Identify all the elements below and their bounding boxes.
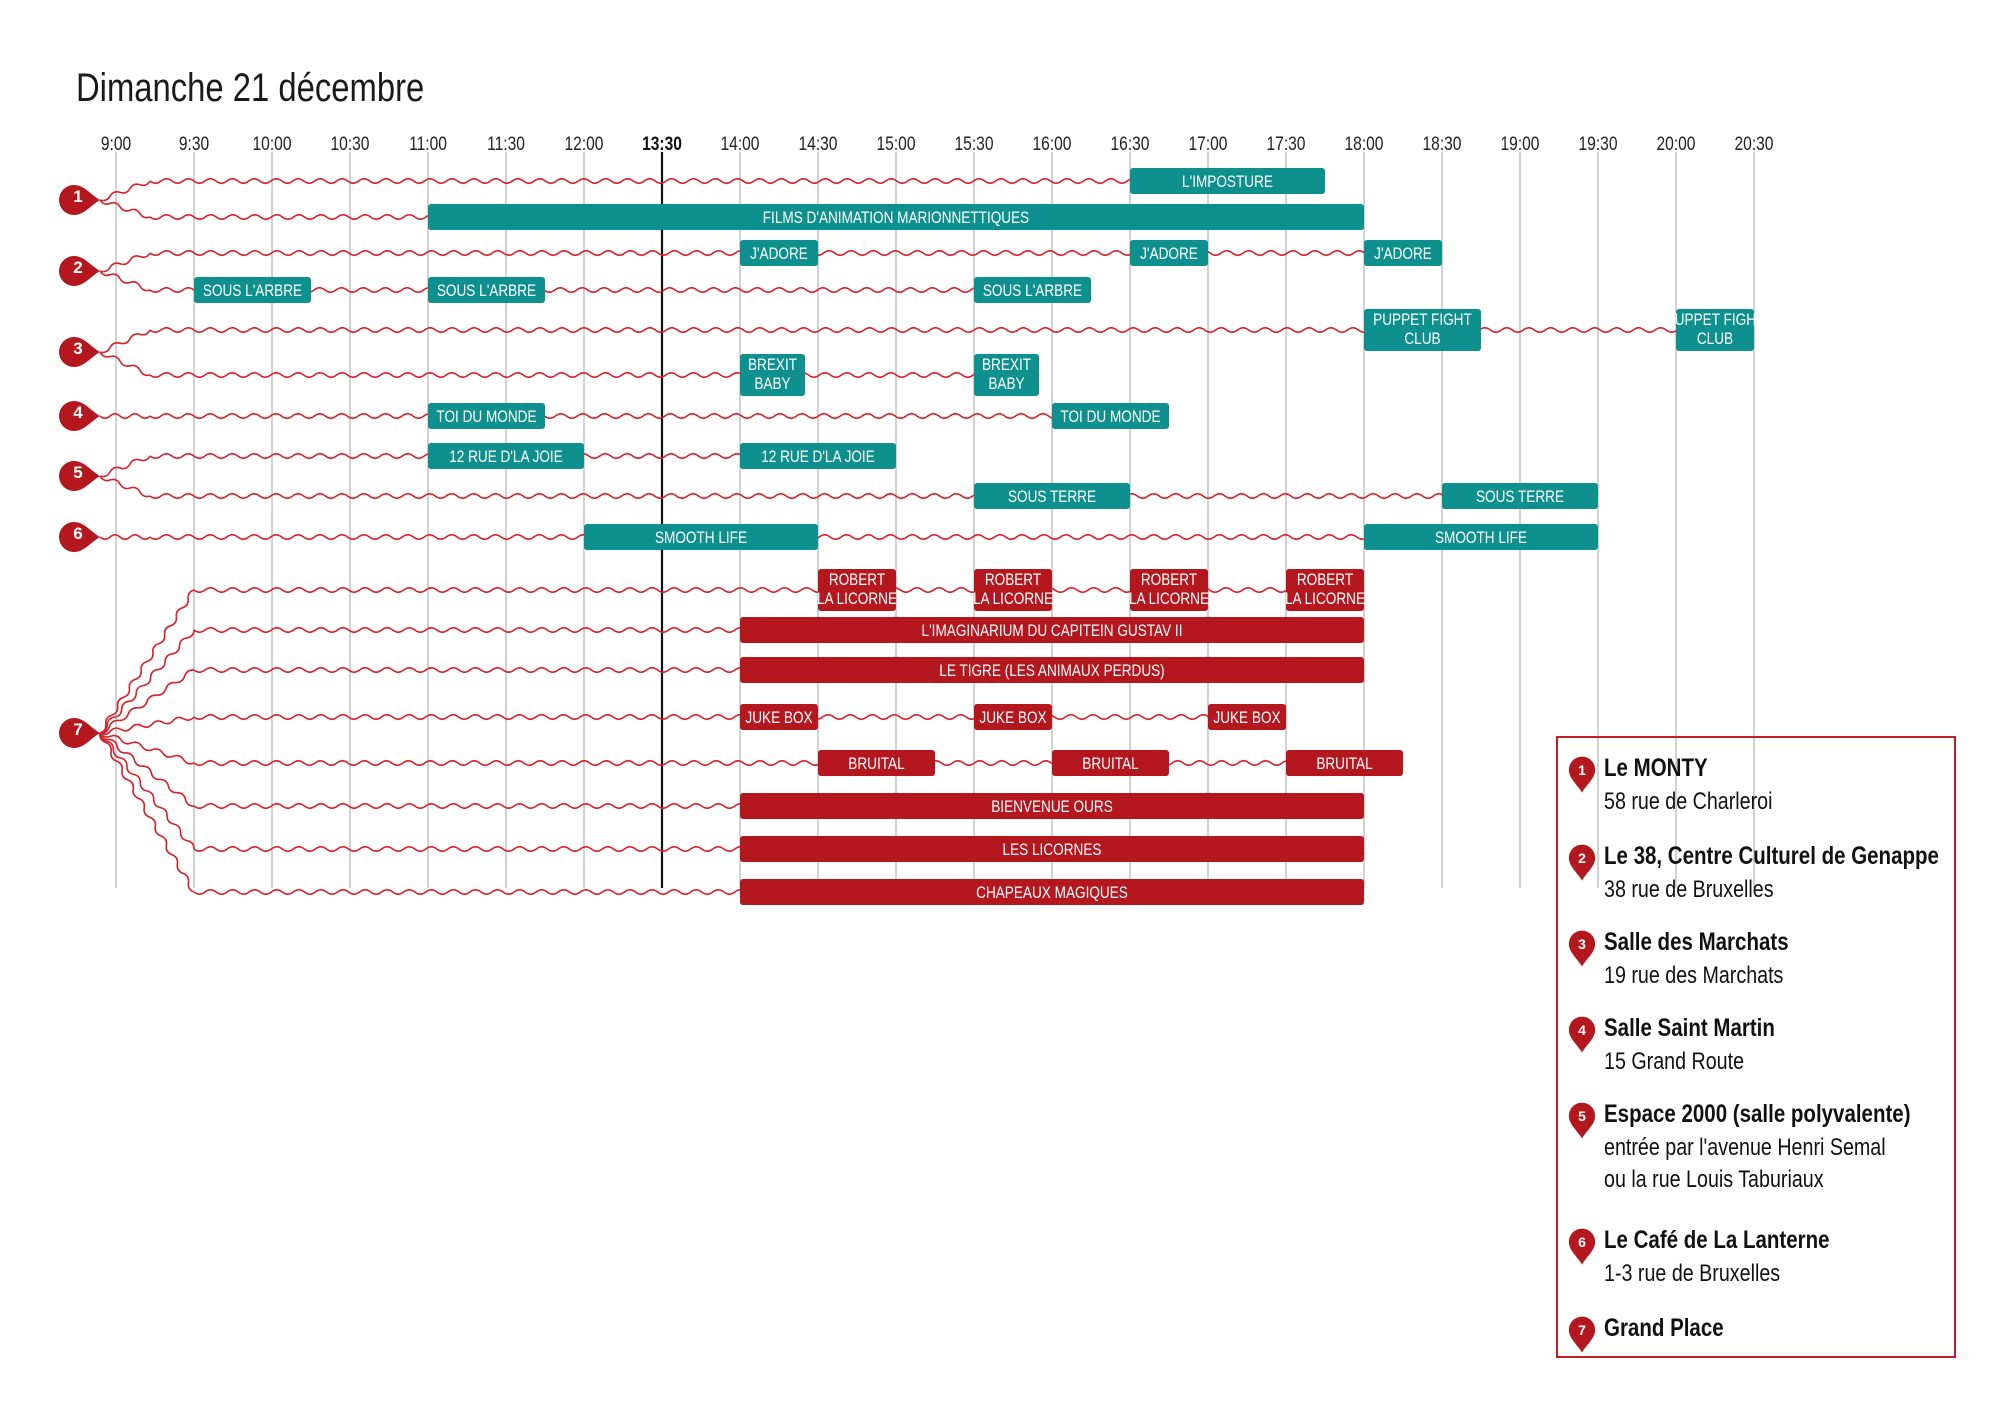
event-label: JUKE BOX [1213, 708, 1281, 728]
event-label: ROBERT [828, 570, 886, 590]
page-title: Dimanche 21 décembre [76, 66, 425, 110]
legend-venue-name: Espace 2000 (salle polyvalente) [1604, 1100, 1911, 1128]
event-label: BRUITAL [848, 754, 905, 774]
event-block [584, 524, 818, 550]
event-label: PUPPET FIGHT [1665, 310, 1765, 330]
venue-number: 4 [73, 403, 83, 422]
event-label: ROBERT [1140, 570, 1198, 590]
connector-line [100, 476, 150, 497]
venue-markers [59, 185, 100, 748]
event-label: SMOOTH LIFE [1434, 528, 1528, 548]
map-pin-icon [1568, 1100, 1596, 1142]
lane-line [150, 328, 1754, 332]
venue-number: 3 [73, 339, 83, 358]
venue-number: 1 [73, 187, 83, 206]
time-label: 18:30 [1422, 132, 1462, 155]
event-block [974, 483, 1130, 509]
connector-line [100, 535, 150, 539]
time-label: 20:30 [1734, 132, 1774, 155]
venue-pin-icon [59, 461, 100, 491]
legend-venue-address: 15 Grand Route [1604, 1048, 1745, 1075]
event-label: PUPPET FIGHT [1373, 310, 1472, 330]
event-label: FILMS D'ANIMATION MARIONNETTIQUES [762, 208, 1030, 228]
event-label: LE TIGRE (LES ANIMAUX PERDUS) [939, 661, 1165, 681]
time-label: 16:00 [1032, 132, 1072, 155]
event-label: BRUITAL [1082, 754, 1139, 774]
legend-venue-number: 7 [1578, 1322, 1586, 1338]
venue-legend [1556, 736, 1956, 1358]
legend-venue-name: Salle Saint Martin [1604, 1014, 1775, 1042]
events [194, 168, 1765, 905]
event-label: LA LICORNE [972, 589, 1054, 609]
event-block [974, 277, 1091, 303]
event-block [740, 657, 1364, 683]
venue-number: 5 [73, 463, 83, 482]
event-block [1208, 704, 1286, 730]
event-label: L'IMPOSTURE [1182, 172, 1273, 192]
connector-line [100, 271, 150, 291]
event-label: J'ADORE [1374, 244, 1432, 264]
event-block [740, 443, 896, 469]
time-grid [101, 133, 1774, 888]
legend-venue-name: Le 38, Centre Culturel de Genappe [1604, 842, 1939, 870]
event-label: BREXIT [981, 355, 1032, 375]
connector-line [100, 352, 150, 375]
event-block [740, 793, 1364, 819]
event-block [974, 704, 1052, 730]
event-label: TOI DU MONDE [1060, 407, 1161, 427]
event-block [1052, 403, 1169, 429]
event-label: LA LICORNE [1284, 589, 1366, 609]
venue-pin-icon [59, 256, 100, 286]
venue-pin-icon [59, 718, 100, 748]
event-block [428, 277, 545, 303]
event-block [1364, 524, 1598, 550]
connector-line [100, 456, 150, 477]
event-label: BIENVENUE OURS [991, 797, 1113, 817]
event-block [740, 836, 1364, 862]
time-label: 18:00 [1344, 132, 1384, 155]
map-pin-icon [1568, 1226, 1596, 1268]
connector-line [100, 200, 150, 218]
time-label: 14:30 [798, 132, 838, 155]
event-label: TOI DU MONDE [436, 407, 537, 427]
time-label: 19:00 [1500, 132, 1540, 155]
event-label: SOUS TERRE [1007, 487, 1097, 507]
legend-venue-address: 19 rue des Marchats [1604, 962, 1784, 989]
event-label: ROBERT [1296, 570, 1354, 590]
event-label: CLUB [1696, 329, 1734, 349]
legend-venue-name: Le Café de La Lanterne [1604, 1226, 1830, 1254]
event-label: SOUS L'ARBRE [436, 281, 537, 301]
time-label: 9:30 [178, 132, 210, 155]
event-label: SMOOTH LIFE [654, 528, 748, 548]
event-label: ROBERT [984, 570, 1042, 590]
legend-venue-name: Salle des Marchats [1604, 928, 1789, 956]
legend-venue-number: 4 [1578, 1022, 1586, 1038]
map-pin-icon [1568, 1314, 1596, 1356]
event-block [740, 617, 1364, 643]
connector-line [100, 330, 150, 352]
lane-line [194, 761, 1403, 765]
event-block [428, 204, 1364, 230]
event-label: BREXIT [747, 355, 798, 375]
event-label: SOUS TERRE [1475, 487, 1565, 507]
legend-venue-address: entrée par l'avenue Henri Semal [1604, 1134, 1886, 1161]
connector-line [100, 717, 194, 734]
time-label: 10:30 [330, 132, 370, 155]
venue-pin-icon [59, 337, 100, 367]
event-label: JUKE BOX [979, 708, 1047, 728]
venue-number: 2 [73, 258, 83, 277]
connector-line [100, 414, 150, 418]
connector-line [100, 733, 194, 806]
lane-line [150, 494, 1598, 498]
event-label: J'ADORE [750, 244, 808, 264]
event-label: 12 RUE D'LA JOIE [449, 447, 563, 467]
legend-venue-number: 6 [1578, 1234, 1586, 1250]
event-block [1442, 483, 1598, 509]
time-label: 10:00 [252, 132, 292, 155]
event-block [1130, 240, 1208, 266]
event-label: LA LICORNE [816, 589, 898, 609]
event-block [428, 443, 584, 469]
connector-line [100, 590, 194, 733]
venue-pin-icon [59, 185, 100, 215]
venue-number: 6 [73, 524, 83, 543]
time-label: 20:00 [1656, 132, 1696, 155]
event-label: J'ADORE [1140, 244, 1198, 264]
legend-venue-number: 2 [1578, 850, 1586, 866]
time-label: 16:30 [1110, 132, 1150, 155]
event-label: BABY [988, 374, 1025, 394]
legend-venue-address: 1-3 rue de Bruxelles [1604, 1260, 1781, 1287]
time-label: 15:30 [954, 132, 994, 155]
event-label: CLUB [1404, 329, 1441, 349]
legend-venue-address: ou la rue Louis Taburiaux [1604, 1166, 1824, 1193]
event-block [194, 277, 311, 303]
event-label: CHAPEAUX MAGIQUES [976, 883, 1128, 903]
event-block [428, 403, 545, 429]
map-pin-icon [1568, 842, 1596, 884]
time-label: 9:00 [100, 132, 132, 155]
connector-line [100, 181, 150, 201]
legend-venue-number: 5 [1578, 1108, 1586, 1124]
time-label: 17:00 [1188, 132, 1228, 155]
time-label: 15:00 [876, 132, 916, 155]
event-block [740, 704, 818, 730]
event-block [740, 240, 818, 266]
lane-line [150, 414, 1169, 418]
lane-line [150, 373, 1039, 377]
connector-line [100, 670, 194, 733]
legend-venue-name: Le MONTY [1604, 754, 1708, 782]
event-block [1285, 569, 1365, 611]
venue-number: 7 [73, 720, 83, 739]
venue-pin-icon [59, 522, 100, 552]
event-block [818, 750, 935, 776]
map-pin-icon [1568, 754, 1596, 796]
legend-venue-address: 58 rue de Charleroi [1604, 788, 1773, 815]
time-label: 14:00 [720, 132, 760, 155]
time-label: 19:30 [1578, 132, 1618, 155]
event-block [817, 569, 897, 611]
legend-venue-name: Grand Place [1604, 1314, 1724, 1342]
event-label: 12 RUE D'LA JOIE [761, 447, 875, 467]
event-label: LA LICORNE [1128, 589, 1210, 609]
event-block [1052, 750, 1169, 776]
legend-venue-address: 38 rue de Bruxelles [1604, 876, 1774, 903]
event-label: SOUS L'ARBRE [982, 281, 1083, 301]
event-label: SOUS L'ARBRE [202, 281, 303, 301]
connector-line [100, 253, 150, 272]
event-block [973, 569, 1053, 611]
time-label: 11:30 [487, 132, 525, 155]
event-block [1364, 240, 1442, 266]
event-label: BABY [754, 374, 791, 394]
venue-pin-icon [59, 401, 100, 431]
event-label: BRUITAL [1316, 754, 1373, 774]
event-block [1364, 309, 1481, 351]
event-label: JUKE BOX [745, 708, 813, 728]
legend-venue-number: 1 [1578, 762, 1586, 778]
event-label: L'IMAGINARIUM DU CAPITEIN GUSTAV II [921, 621, 1183, 641]
legend-venue-number: 3 [1578, 936, 1586, 952]
map-pin-icon [1568, 928, 1596, 970]
event-block [1286, 750, 1403, 776]
event-block [740, 354, 805, 396]
time-label: 11:00 [409, 132, 447, 155]
event-block [740, 879, 1364, 905]
event-label: LES LICORNES [1002, 840, 1102, 860]
event-block [1130, 168, 1325, 194]
time-label: 13:30 [642, 132, 682, 155]
map-pin-icon [1568, 1014, 1596, 1056]
event-block [1129, 569, 1209, 611]
event-block [974, 354, 1039, 396]
time-label: 12:00 [564, 132, 604, 155]
event-block [1666, 309, 1765, 351]
time-label: 17:30 [1266, 132, 1306, 155]
